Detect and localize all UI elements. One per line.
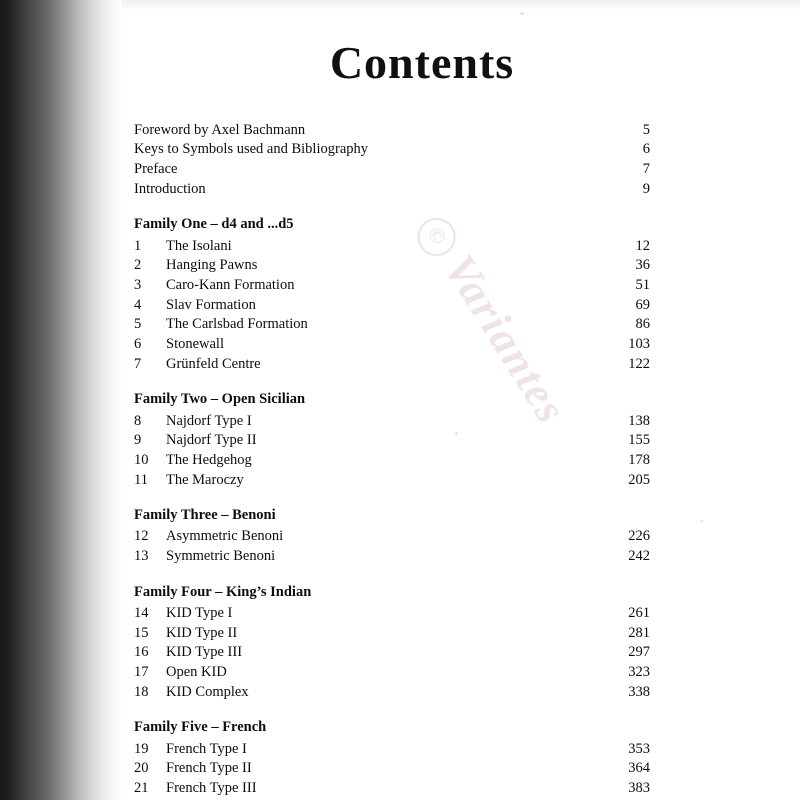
toc-entry-number: 7	[134, 355, 142, 372]
toc-entry-number: 15	[134, 624, 149, 641]
toc-entry[interactable]	[130, 411, 650, 431]
toc-entry-number: 4	[134, 296, 142, 313]
toc-entry-number: 13	[134, 548, 149, 565]
toc-entry-page: 36	[635, 257, 650, 274]
toc-entry-label: Grünfeld Centre	[166, 355, 261, 372]
toc-entry[interactable]	[130, 179, 650, 199]
toc-entry[interactable]	[130, 470, 650, 490]
toc-entry[interactable]	[130, 315, 650, 335]
toc-entry-number: 18	[134, 683, 149, 700]
spacer	[130, 490, 650, 505]
toc-entry[interactable]	[130, 256, 650, 276]
toc-entry-label: Najdorf Type II	[166, 432, 257, 449]
toc-section-heading: Family Five – French	[134, 719, 267, 736]
toc-entry-page: 69	[635, 296, 650, 313]
toc-entry-page: 205	[628, 471, 650, 488]
toc-entry[interactable]	[130, 159, 650, 179]
toc-entry-label: Hanging Pawns	[166, 257, 258, 274]
toc-entry-page: 297	[628, 644, 650, 661]
toc-section-heading: Family Three – Benoni	[134, 507, 276, 524]
toc-entry-label: Caro-Kann Formation	[166, 276, 295, 293]
toc-entry-page: 6	[642, 141, 650, 158]
toc-entry-label: KID Complex	[166, 683, 249, 700]
toc-entry-number: 9	[134, 432, 142, 449]
toc-entry-label: French Type III	[166, 780, 257, 797]
spacer	[130, 702, 650, 717]
toc-entry-page: 242	[628, 548, 650, 565]
toc-entry-page: 261	[628, 605, 650, 622]
toc-entry-label: KID Type I	[166, 605, 233, 622]
toc-entry-label: Preface	[134, 160, 178, 177]
toc-entry-label: Keys to Symbols used and Bibliography	[134, 141, 369, 158]
toc-entry-page: 86	[635, 316, 650, 333]
toc-entry-label: Slav Formation	[166, 296, 256, 313]
toc-entry-page: 338	[628, 683, 650, 700]
toc-entry[interactable]	[130, 354, 650, 374]
toc-entry[interactable]	[130, 643, 650, 663]
toc-entry-number: 2	[134, 257, 142, 274]
toc-entry-number: 14	[134, 605, 149, 622]
toc-entry-label: French Type II	[166, 760, 252, 777]
toc-entry-label: The Isolani	[166, 237, 232, 254]
page-content	[122, 0, 800, 800]
toc-entry[interactable]	[130, 759, 650, 779]
toc-entry-page: 138	[628, 412, 650, 429]
toc-entry-page: 226	[628, 528, 650, 545]
toc-entry-page: 281	[628, 624, 650, 641]
toc-entry-page: 103	[628, 335, 650, 352]
toc-entry-page: 9	[642, 180, 650, 197]
toc-entry[interactable]	[130, 603, 650, 623]
toc-entry[interactable]	[130, 663, 650, 683]
toc-entry[interactable]	[130, 682, 650, 702]
toc-entry[interactable]	[130, 295, 650, 315]
toc-entry-page: 383	[628, 780, 650, 797]
toc-entry-number: 10	[134, 451, 149, 468]
toc-entry-label: Stonewall	[166, 335, 224, 352]
toc-entry[interactable]	[130, 739, 650, 759]
toc-entry[interactable]	[130, 623, 650, 643]
toc-section-heading: Family Two – Open Sicilian	[134, 391, 306, 408]
copyright-icon: ©	[411, 211, 463, 263]
toc-section-heading: Family One – d4 and ...d5	[134, 216, 294, 233]
toc-entry-number: 6	[134, 335, 142, 352]
toc-entry-number: 17	[134, 664, 149, 681]
toc-entry[interactable]	[130, 450, 650, 470]
toc-entry-page: 323	[628, 664, 650, 681]
toc-entry[interactable]	[130, 275, 650, 295]
watermark-text: Variantes	[435, 246, 577, 433]
toc-entry[interactable]	[130, 334, 650, 354]
toc-entry-page: 178	[628, 451, 650, 468]
toc-entry-number: 8	[134, 412, 142, 429]
table-of-contents	[130, 120, 650, 798]
toc-entry-label: Symmetric Benoni	[166, 548, 276, 565]
page-title: Contents	[329, 37, 515, 88]
toc-entry-label: KID Type II	[166, 624, 238, 641]
spacer	[130, 374, 650, 389]
toc-entry-label: Open KID	[166, 664, 227, 681]
toc-entry-label: The Hedgehog	[166, 451, 252, 468]
toc-entry-label: Introduction	[134, 180, 206, 197]
spacer	[130, 199, 650, 214]
toc-entry[interactable]	[130, 431, 650, 451]
toc-entry-page: 122	[628, 355, 650, 372]
toc-entry-number: 12	[134, 528, 149, 545]
toc-entry-number: 1	[134, 237, 142, 254]
toc-entry[interactable]	[130, 120, 650, 140]
toc-entry-number: 5	[134, 316, 142, 333]
toc-entry-page: 51	[635, 276, 650, 293]
toc-entry-label: Foreword by Axel Bachmann	[134, 121, 306, 138]
toc-entry-number: 21	[134, 780, 149, 797]
toc-entry-page: 7	[642, 160, 650, 177]
toc-entry-label: Najdorf Type I	[166, 412, 252, 429]
toc-entry-number: 16	[134, 644, 149, 661]
toc-entry-label: The Maroczy	[166, 471, 244, 488]
toc-entry-number: 20	[134, 760, 149, 777]
toc-entry-label: KID Type III	[166, 644, 243, 661]
toc-entry-page: 155	[628, 432, 650, 449]
toc-entry-page: 364	[628, 760, 650, 777]
toc-entry[interactable]	[130, 140, 650, 160]
toc-entry-number: 19	[134, 740, 149, 757]
toc-entry[interactable]	[130, 547, 650, 567]
toc-entry-page: 12	[635, 237, 650, 254]
toc-section-heading: Family Four – King’s Indian	[134, 583, 312, 600]
toc-entry[interactable]	[130, 236, 650, 256]
toc-entry-page: 5	[642, 121, 650, 138]
book-binding-edge	[0, 0, 122, 800]
toc-entry-label: The Carlsbad Formation	[166, 316, 308, 333]
toc-entry[interactable]	[130, 778, 650, 798]
toc-entry-label: Asymmetric Benoni	[166, 528, 284, 545]
toc-entry-label: French Type I	[166, 740, 247, 757]
toc-entry-number: 11	[134, 471, 148, 488]
toc-entry[interactable]	[130, 527, 650, 547]
spacer	[130, 566, 650, 581]
toc-entry-page: 353	[628, 740, 650, 757]
toc-entry-number: 3	[134, 276, 142, 293]
